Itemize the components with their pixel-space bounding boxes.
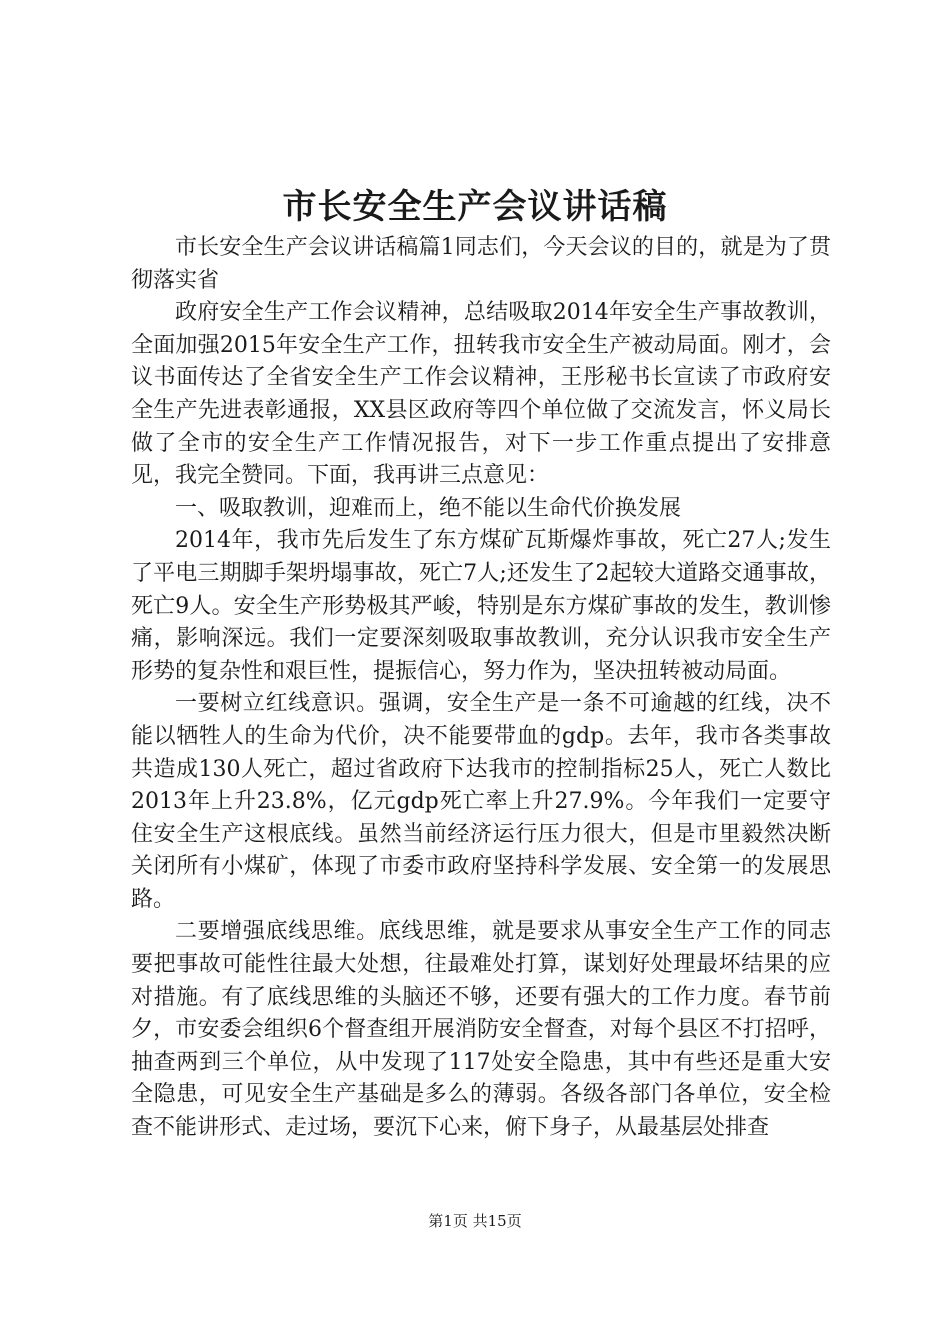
paragraph-bottom-line: 二要增强底线思维。底线思维，就是要求从事安全生产工作的同志要把事故可能性往最大处想，往最难处打算，谋划好处理最坏结果的应对措施。有了底线思维的头脑还不够，还要有强大的工作力度。春节前夕，市安委会组织6个督查组开展消防安全督查，对每个县区不打招呼，抽查两到三个单位，从中发现了117处安全隐患，其中有些还是重大安全隐患，可见安全生产基础是多么的薄弱。各级各部门各单位，安全检查不能讲形式、走过场，要沉下心来，俯下身子，从最基层处排查 (131, 919, 831, 1141)
paragraph-red-line: 一要树立红线意识。强调，安全生产是一条不可逾越的红线，决不能以牺牲人的生命为代价，决不能要带血的gdp。去年，我市各类事故共造成130人死亡，超过省政府下达我市的控制指标25人，死亡人数比2013年上升23.8%，亿元gdp死亡率上升27.9%。今年我们一定要守住安全生产这根底线。虽然当前经济运行压力很大，但是市里毅然决断关闭所有小煤矿，体现了市委市政府坚持科学发展、安全第一的发展思路。 (131, 691, 831, 912)
paragraph-intro: 政府安全生产工作会议精神，总结吸取2014年安全生产事故教训，全面加强2015年安全生产工作，扭转我市安全生产被动局面。刚才，会议书面传达了全省安全生产工作会议精神，王彤秘书长宣读了市政府安全生产先进表彰通报，XX县区政府等四个单位做了交流发言，怀义局长做了全市的安全生产工作情况报告，对下一步工作重点提出了安排意见，我完全赞同。下面，我再讲三点意见： (131, 300, 831, 489)
paragraph-opening: 市长安全生产会议讲话稿篇1同志们，今天会议的目的，就是为了贯彻落实省 (131, 235, 831, 293)
paragraph-2014-review: 2014年，我市先后发生了东方煤矿瓦斯爆炸事故，死亡27人;发生了平电三期脚手架坍塌事故，死亡7人;还发生了2起较大道路交通事故，死亡9人。安全生产形势极其严峻，特别是东方煤矿事故的发生，教训惨痛，影响深远。我们一定要深刻吸取事故教训，充分认识我市安全生产形势的复杂性和艰巨性，提振信心，努力作为，坚决扭转被动局面。 (131, 528, 831, 684)
document-body (131, 232, 831, 1145)
section-heading-1: 一、吸取教训，迎难而上，绝不能以生命代价换发展 (175, 495, 682, 521)
document-title: 市长安全生产会议讲话稿 (282, 187, 668, 227)
page-footer: 第1页 共15页 (428, 1212, 522, 1230)
